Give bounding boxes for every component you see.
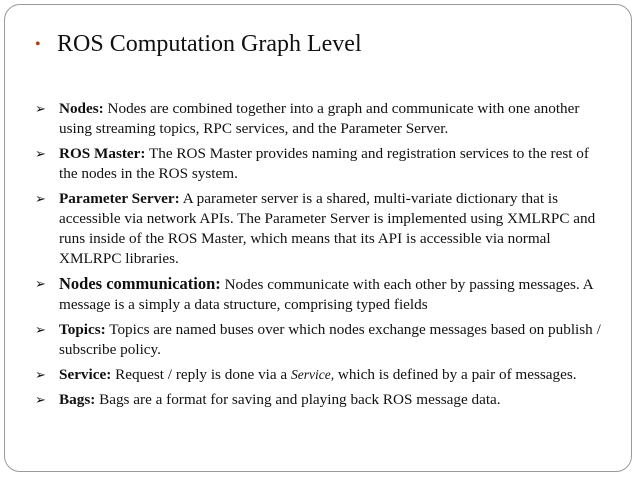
item-text — [59, 390, 610, 410]
list-item-parameter-server — [35, 189, 610, 269]
item-text — [59, 189, 610, 269]
list-item-bags — [35, 390, 610, 410]
list-item-nodes — [35, 99, 610, 139]
item-term: Parameter Server: — [59, 190, 180, 207]
item-term: Bags: — [59, 391, 96, 408]
bullet-icon: • — [35, 35, 41, 53]
title-row — [35, 31, 362, 58]
item-description-before: Request / reply is done via a — [111, 366, 291, 383]
arrow-bullet-icon: ➢ — [35, 146, 46, 161]
item-description: The ROS Master provides naming and registration services to the rest of the nodes in the ROS system. — [59, 145, 589, 182]
item-text — [59, 320, 610, 360]
item-term: Service: — [59, 366, 112, 383]
item-text — [59, 365, 610, 385]
bullet-list — [35, 99, 610, 415]
item-emphasis: Service, — [290, 367, 335, 382]
arrow-bullet-icon: ➢ — [35, 276, 46, 291]
slide-title: ROS Computation Graph Level — [57, 31, 362, 57]
item-description: Bags are a format for saving and playing back ROS message data. — [95, 391, 501, 408]
list-item-ros-master — [35, 144, 610, 184]
list-item-service — [35, 365, 610, 385]
list-item-topics — [35, 320, 610, 360]
arrow-bullet-icon: ➢ — [35, 191, 46, 206]
item-description: Topics are named buses over which nodes exchange messages based on publish / subscribe policy. — [59, 321, 601, 358]
arrow-bullet-icon: ➢ — [35, 392, 46, 407]
arrow-bullet-icon: ➢ — [35, 322, 46, 337]
item-description-after: which is defined by a pair of messages. — [334, 366, 577, 383]
item-term: Nodes communication: — [59, 274, 221, 293]
item-text — [59, 144, 610, 184]
arrow-bullet-icon: ➢ — [35, 101, 46, 116]
item-text — [59, 274, 610, 315]
arrow-bullet-icon: ➢ — [35, 367, 46, 382]
item-description: Nodes are combined together into a graph and communicate with one another using streaming topics, RPC services, and the Parameter Server. — [59, 100, 580, 137]
item-description: Nodes communicate with each other by passing messages. A message is a simply a data structure, comprising typed fields — [59, 276, 593, 313]
list-item-nodes-communication — [35, 274, 610, 315]
item-term: ROS Master: — [59, 145, 146, 162]
item-term: Nodes: — [59, 100, 104, 117]
item-description: A parameter server is a shared, multi-variate dictionary that is accessible via network APIs. The Parameter Server is implemented using XMLRPC and runs inside of the ROS Master, which means that its API is accessible via normal XMLRPC libraries. — [59, 190, 596, 267]
slide — [4, 4, 632, 472]
item-text — [59, 99, 610, 139]
item-term: Topics: — [59, 321, 106, 338]
